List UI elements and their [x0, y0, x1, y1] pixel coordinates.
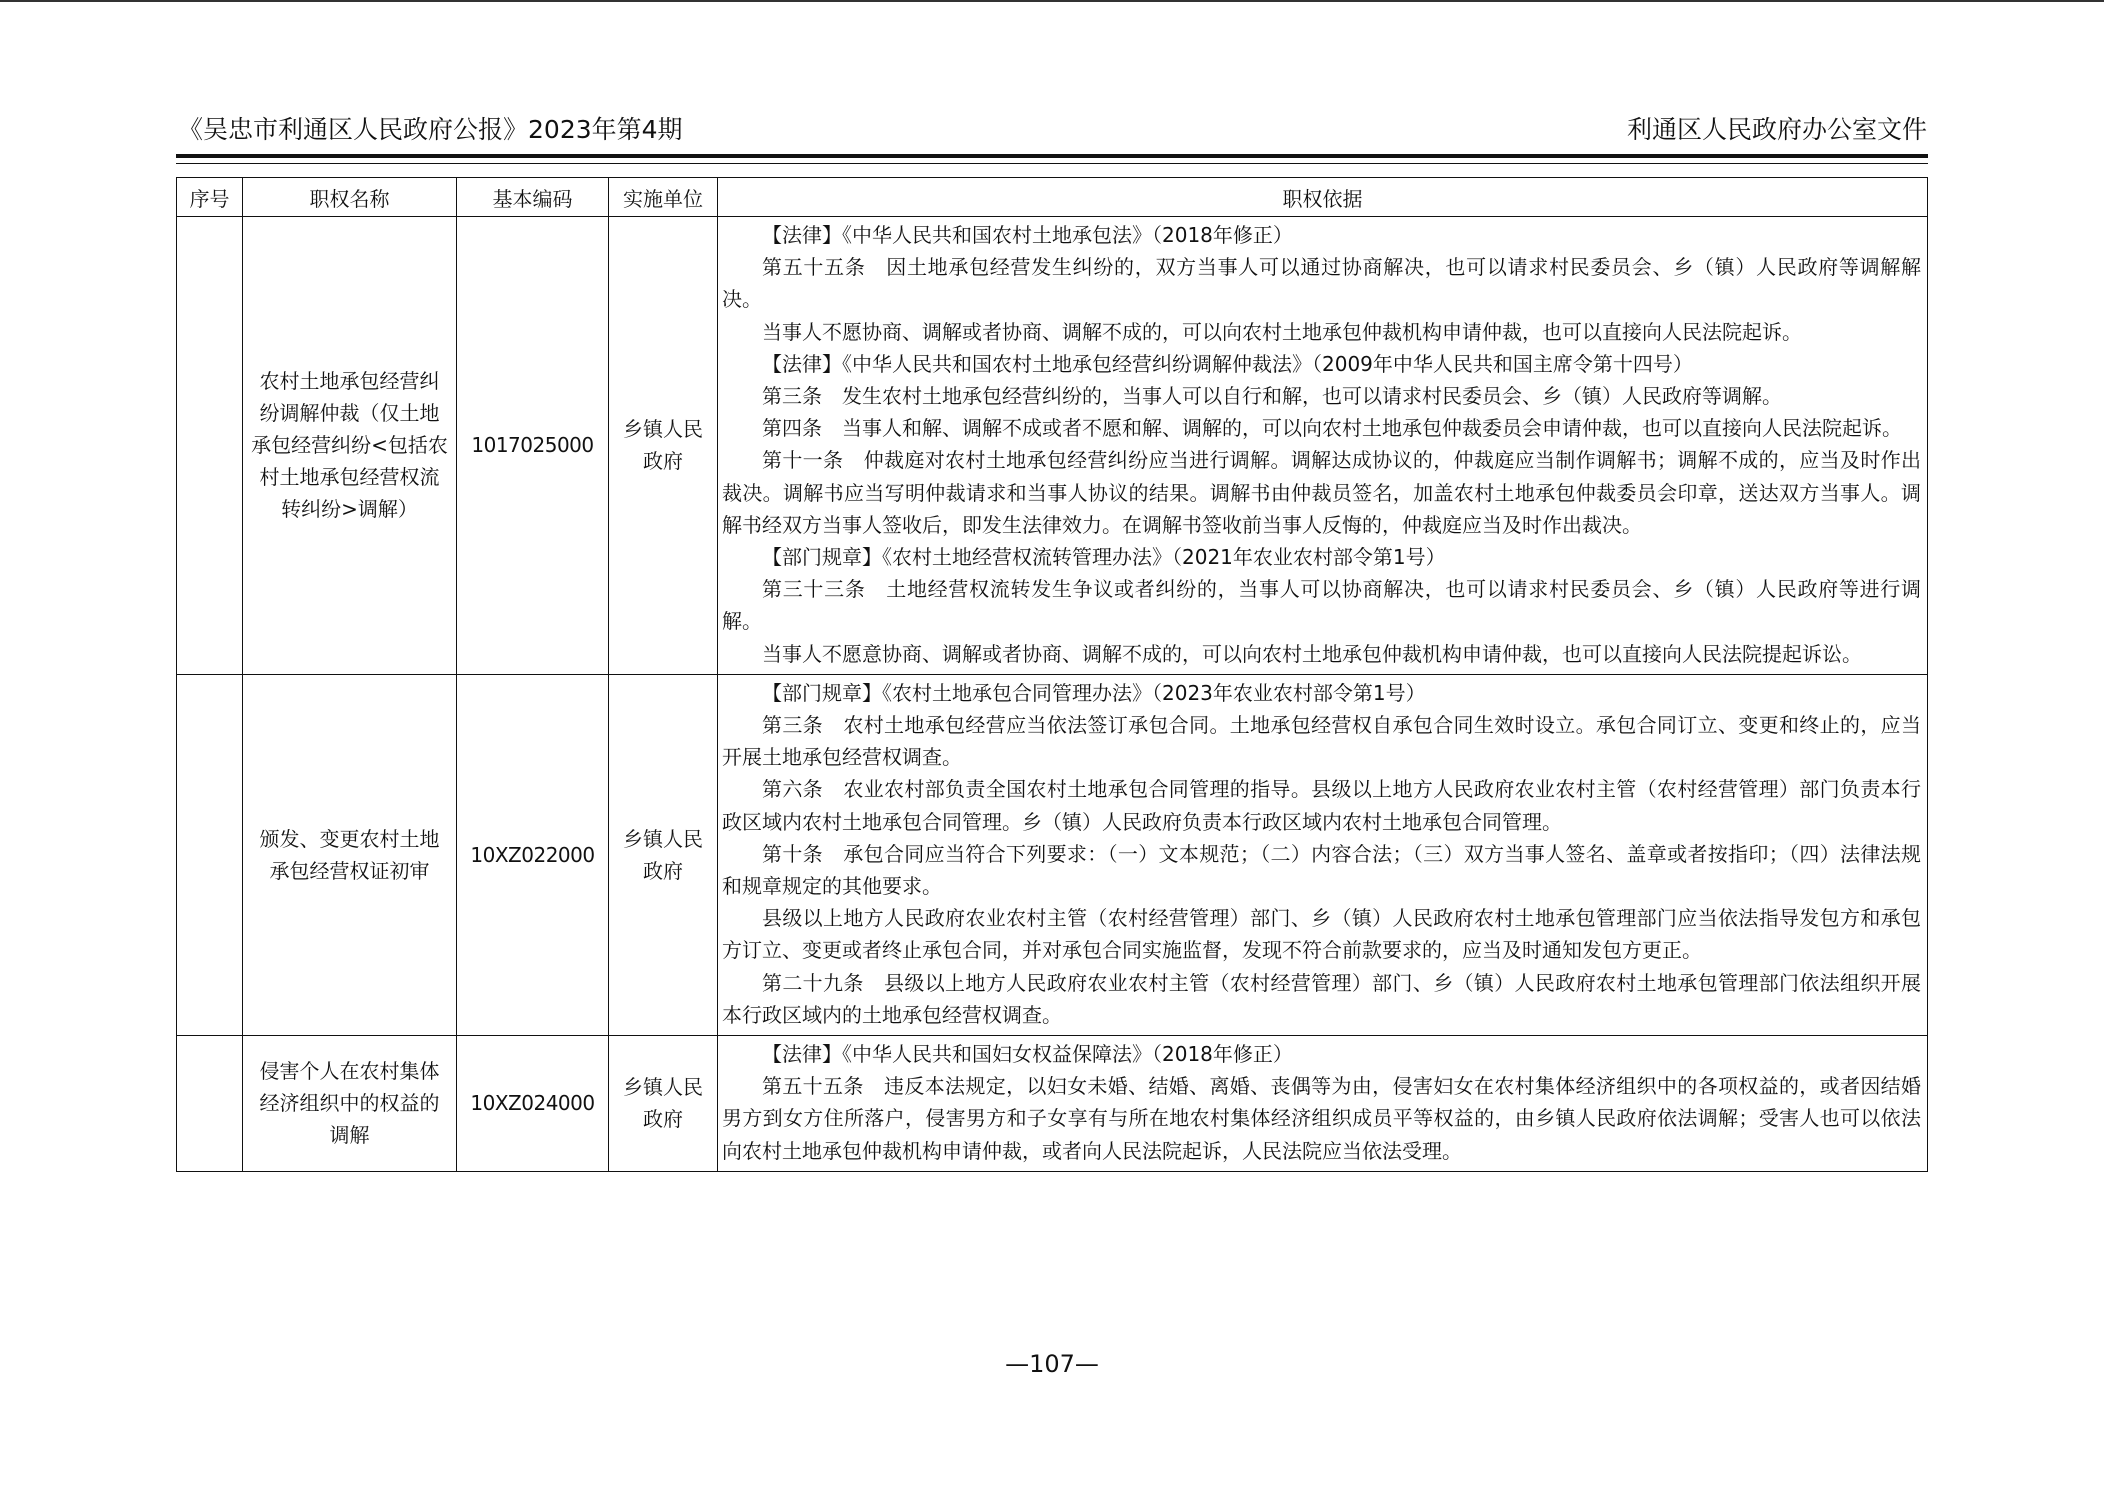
basis-paragraph: 第二十九条 县级以上地方人民政府农业农村主管（农村经营管理）部门、乡（镇）人民政府农村土地承包管理部门依法组织开展本行政区域内的土地承包经营权调查。 [722, 970, 1921, 1027]
legal-basis-cell [718, 1036, 1928, 1172]
authority-name-cell: 侵害个人在农村集体经济组织中的权益的调解 [243, 1036, 457, 1172]
basis-paragraph: 当事人不愿协商、调解或者协商、调解不成的，可以向农村土地承包仲裁机构申请仲裁，也可以直接向人民法院起诉。 [762, 319, 1802, 344]
page-top-border [0, 0, 2104, 2]
basis-source-heading: 【法律】《中华人民共和国农村土地承包法》（2018年修正） [762, 223, 1293, 247]
basis-paragraph: 第五十五条 违反本法规定，以妇女未婚、结婚、离婚、丧偶等为由，侵害妇女在农村集体经济组织中的各项权益的，或者因结婚男方到女方住所落户，侵害男方和子女享有与所在地农村集体经济组织成员平等权益的，由乡镇人民政府依法调解；受害人也可以依法向农村土地承包仲裁机构申请仲裁，或者向人民法院起诉，人民法院应当依法受理。 [722, 1074, 1921, 1163]
basis-source-heading: 【法律】《中华人民共和国妇女权益保障法》（2018年修正） [762, 1042, 1293, 1067]
page-number: —107— [1005, 1350, 1099, 1378]
header-rule-thin [176, 163, 1928, 164]
legal-basis-cell [718, 217, 1928, 675]
row-index-cell [177, 674, 243, 1035]
implementing-unit-cell: 乡镇人民政府 [609, 217, 718, 675]
header-rule-thick [176, 154, 1928, 158]
basic-code-cell: 10XZ024000 [457, 1036, 609, 1172]
basis-paragraph: 第四条 当事人和解、调解不成或者不愿和解、调解的，可以向农村土地承包仲裁委员会申请仲裁，也可以直接向人民法院起诉。 [762, 416, 1902, 441]
basis-source-heading: 【部门规章】《农村土地经营权流转管理办法》（2021年农业农村部令第1号） [762, 545, 1446, 570]
column-header-index: 序号 [177, 178, 243, 217]
table-row [177, 1036, 1928, 1172]
table-row [177, 674, 1928, 1035]
basis-paragraph: 当事人不愿意协商、调解或者协商、调解不成的，可以向农村土地承包仲裁机构申请仲裁，也可以直接向人民法院提起诉讼。 [762, 641, 1862, 666]
authority-name-cell: 农村土地承包经营纠纷调解仲裁（仅土地承包经营纠纷<包括农村土地承包经营权流转纠纷>调解） [243, 217, 457, 675]
header-issuer: 利通区人民政府办公室文件 [1626, 115, 1927, 144]
column-header-code: 基本编码 [457, 178, 609, 217]
basis-paragraph: 第十一条 仲裁庭对农村土地承包经营纠纷应当进行调解。调解达成协议的，仲裁庭应当制作调解书；调解不成的，应当及时作出裁决。调解书应当写明仲裁请求和当事人协议的结果。调解书由仲裁员签名，加盖农村土地承包仲裁委员会印章，送达双方当事人。调解书经双方当事人签收后，即发生法律效力。在调解书签收前当事人反悔的，仲裁庭应当及时作出裁决。 [722, 448, 1921, 537]
basis-source-heading: 【法律】《中华人民共和国农村土地承包经营纠纷调解仲裁法》（2009年中华人民共和国主席令第十四号） [762, 351, 1693, 376]
row-index-cell [177, 217, 243, 675]
table-row [177, 217, 1928, 675]
basic-code-cell: 1017025000 [457, 217, 609, 675]
column-header-unit: 实施单位 [609, 178, 718, 217]
implementing-unit-cell: 乡镇人民政府 [609, 674, 718, 1035]
basis-paragraph: 第三条 发生农村土地承包经营纠纷的，当事人可以自行和解，也可以请求村民委员会、乡（镇）人民政府等调解。 [762, 384, 1782, 409]
table-header-row [177, 178, 1928, 217]
authority-name-cell: 颁发、变更农村土地承包经营权证初审 [243, 674, 457, 1035]
basic-code-cell: 10XZ022000 [457, 674, 609, 1035]
basis-source-heading: 【部门规章】《农村土地承包合同管理办法》（2023年农业农村部令第1号） [762, 680, 1426, 705]
basis-paragraph: 第三条 农村土地承包经营应当依法签订承包合同。土地承包经营权自承包合同生效时设立。承包合同订立、变更和终止的，应当开展土地承包经营权调查。 [722, 713, 1921, 770]
legal-basis-cell [718, 674, 1928, 1035]
basis-paragraph: 第五十五条 因土地承包经营发生纠纷的，双方当事人可以通过协商解决，也可以请求村民委员会、乡（镇）人民政府等调解解决。 [722, 255, 1921, 312]
row-index-cell [177, 1036, 243, 1172]
header-publication-title: 《吴忠市利通区人民政府公报》2023年第4期 [178, 115, 683, 144]
basis-paragraph: 县级以上地方人民政府农业农村主管（农村经营管理）部门、乡（镇）人民政府农村土地承包管理部门应当依法指导发包方和承包方订立、变更或者终止承包合同，并对承包合同实施监督，发现不符合前款要求的，应当及时通知发包方更正。 [722, 906, 1921, 963]
authority-table [176, 177, 1928, 1172]
basis-paragraph: 第六条 农业农村部负责全国农村土地承包合同管理的指导。县级以上地方人民政府农业农村主管（农村经营管理）部门负责本行政区域内农村土地承包合同管理。乡（镇）人民政府负责本行政区域内农村土地承包合同管理。 [722, 777, 1921, 834]
basis-paragraph: 第十条 承包合同应当符合下列要求：（一）文本规范；（二）内容合法；（三）双方当事人签名、盖章或者按指印；（四）法律法规和规章规定的其他要求。 [722, 841, 1921, 899]
column-header-name: 职权名称 [243, 178, 457, 217]
basis-paragraph: 第三十三条 土地经营权流转发生争议或者纠纷的，当事人可以协商解决，也可以请求村民委员会、乡（镇）人民政府等进行调解。 [722, 577, 1921, 634]
implementing-unit-cell: 乡镇人民政府 [609, 1036, 718, 1172]
column-header-basis: 职权依据 [718, 178, 1928, 217]
